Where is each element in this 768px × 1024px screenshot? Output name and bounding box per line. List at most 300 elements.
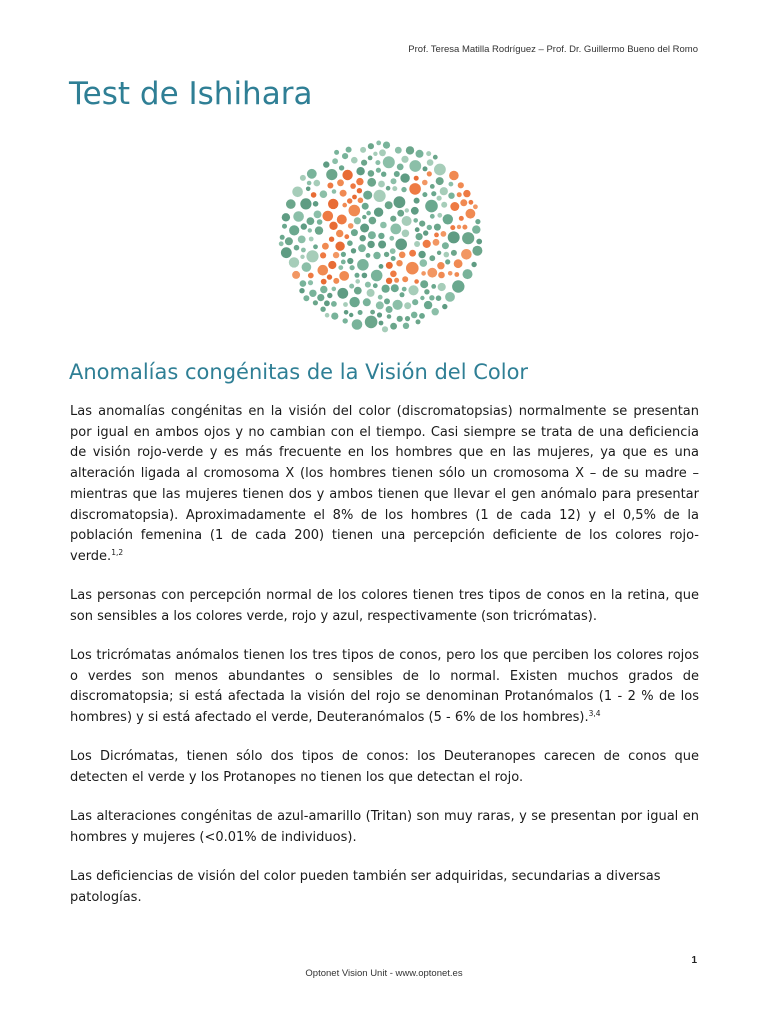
plate-background-dot bbox=[402, 287, 407, 292]
footnote-ref: 3,4 bbox=[588, 709, 601, 719]
plate-background-dot bbox=[381, 172, 386, 177]
plate-background-dot bbox=[419, 313, 425, 319]
plate-background-dot bbox=[356, 167, 364, 175]
plate-background-dot bbox=[326, 169, 337, 180]
plate-background-dot bbox=[472, 225, 480, 233]
plate-background-dot bbox=[448, 193, 454, 199]
plate-background-dot bbox=[445, 259, 450, 264]
plate-background-dot bbox=[289, 257, 299, 267]
plate-background-dot bbox=[315, 226, 323, 234]
plate-background-dot bbox=[403, 323, 409, 329]
plate-figure-dot bbox=[318, 265, 329, 276]
plate-background-dot bbox=[349, 297, 359, 307]
plate-figure-dot bbox=[356, 178, 363, 185]
page-title: Test de Ishihara bbox=[69, 76, 313, 112]
plate-background-dot bbox=[379, 149, 386, 156]
plate-background-dot bbox=[420, 280, 428, 288]
plate-figure-dot bbox=[459, 216, 464, 221]
plate-background-dot bbox=[431, 191, 436, 196]
plate-figure-dot bbox=[333, 278, 339, 284]
plate-background-dot bbox=[314, 211, 322, 219]
plate-figure-dot bbox=[386, 278, 392, 284]
plate-background-dot bbox=[293, 211, 304, 222]
plate-figure-dot bbox=[322, 243, 329, 250]
plate-figure-dot bbox=[433, 239, 440, 246]
plate-background-dot bbox=[390, 248, 396, 254]
plate-figure-dot bbox=[458, 182, 464, 188]
body-text bbox=[70, 402, 699, 927]
plate-figure-dot bbox=[347, 198, 352, 203]
plate-background-dot bbox=[286, 199, 296, 209]
plate-background-dot bbox=[292, 187, 303, 198]
plate-figure-dot bbox=[336, 230, 343, 237]
plate-figure-dot bbox=[321, 279, 327, 285]
plate-figure-dot bbox=[327, 183, 333, 189]
plate-background-dot bbox=[323, 161, 329, 167]
plate-background-dot bbox=[332, 287, 337, 292]
plate-background-dot bbox=[368, 143, 374, 149]
plate-background-dot bbox=[351, 229, 358, 236]
plate-background-dot bbox=[406, 146, 414, 154]
plate-figure-dot bbox=[352, 195, 357, 200]
plate-background-dot bbox=[416, 150, 424, 158]
ishihara-plate-image bbox=[274, 136, 488, 336]
plate-background-dot bbox=[317, 219, 323, 225]
plate-background-dot bbox=[327, 293, 332, 298]
plate-background-dot bbox=[444, 252, 450, 258]
plate-background-dot bbox=[370, 310, 375, 315]
plate-background-dot bbox=[306, 250, 318, 262]
plate-background-dot bbox=[349, 284, 354, 289]
plate-figure-dot bbox=[340, 190, 347, 197]
plate-figure-dot bbox=[423, 240, 431, 248]
plate-background-dot bbox=[436, 295, 442, 301]
plate-background-dot bbox=[420, 259, 428, 267]
plate-background-dot bbox=[368, 170, 375, 177]
plate-background-dot bbox=[349, 313, 353, 317]
plate-background-dot bbox=[377, 312, 382, 317]
plate-background-dot bbox=[397, 210, 404, 217]
plate-background-dot bbox=[383, 156, 395, 168]
plate-background-dot bbox=[414, 241, 420, 247]
plate-background-dot bbox=[448, 231, 460, 243]
plate-background-dot bbox=[309, 290, 316, 297]
plate-background-dot bbox=[436, 177, 444, 185]
plate-background-dot bbox=[440, 187, 448, 195]
plate-background-dot bbox=[416, 319, 421, 324]
plate-background-dot bbox=[303, 295, 309, 301]
plate-background-dot bbox=[385, 201, 393, 209]
plate-background-dot bbox=[445, 292, 455, 302]
plate-figure-dot bbox=[460, 199, 467, 206]
plate-background-dot bbox=[313, 201, 319, 207]
plate-background-dot bbox=[347, 258, 353, 264]
plate-figure-dot bbox=[406, 262, 419, 275]
plate-background-dot bbox=[471, 262, 476, 267]
plate-background-dot bbox=[374, 208, 383, 217]
plate-background-dot bbox=[360, 147, 366, 153]
plate-figure-dot bbox=[457, 225, 461, 229]
plate-figure-dot bbox=[342, 203, 347, 208]
plate-background-dot bbox=[425, 200, 438, 213]
plate-background-dot bbox=[282, 224, 287, 229]
plate-background-dot bbox=[351, 157, 358, 164]
plate-background-dot bbox=[378, 241, 386, 249]
plate-background-dot bbox=[362, 273, 368, 279]
plate-figure-dot bbox=[422, 180, 428, 186]
plate-background-dot bbox=[367, 289, 375, 297]
plate-background-dot bbox=[386, 306, 393, 313]
plate-background-dot bbox=[427, 159, 434, 166]
plate-background-dot bbox=[320, 286, 327, 293]
plate-background-dot bbox=[437, 196, 442, 201]
plate-background-dot bbox=[393, 300, 403, 310]
plate-background-dot bbox=[309, 237, 314, 242]
plate-figure-dot bbox=[386, 262, 393, 269]
plate-background-dot bbox=[363, 298, 371, 306]
plate-figure-dot bbox=[434, 233, 439, 238]
plate-background-dot bbox=[300, 255, 304, 259]
plate-background-dot bbox=[332, 158, 338, 164]
plate-figure-dot bbox=[333, 252, 339, 258]
footnote-ref: 1,2 bbox=[111, 547, 124, 557]
plate-figure-dot bbox=[344, 234, 349, 239]
plate-background-dot bbox=[307, 217, 315, 225]
plate-background-dot bbox=[409, 160, 421, 172]
plate-figure-dot bbox=[348, 223, 354, 229]
plate-background-dot bbox=[451, 250, 457, 256]
plate-figure-dot bbox=[396, 260, 402, 266]
plate-background-dot bbox=[350, 265, 355, 270]
plate-figure-dot bbox=[390, 271, 397, 278]
plate-figure-dot bbox=[437, 262, 444, 269]
plate-figure-dot bbox=[350, 183, 356, 189]
plate-background-dot bbox=[413, 218, 418, 223]
plate-background-dot bbox=[463, 269, 473, 279]
plate-background-dot bbox=[401, 156, 408, 163]
paragraph: Las personas con percepción normal de los colores tienen tres tipos de conos en la retina, que son sensibles a los colores verde, rojo y azul, respectivamente (son tricrómatas). bbox=[70, 588, 699, 624]
plate-figure-dot bbox=[358, 198, 364, 204]
plate-background-dot bbox=[325, 313, 330, 318]
plate-background-dot bbox=[307, 181, 312, 186]
plate-background-dot bbox=[405, 316, 410, 321]
plate-figure-dot bbox=[328, 199, 338, 209]
plate-background-dot bbox=[366, 211, 371, 216]
plate-background-dot bbox=[397, 164, 404, 171]
plate-background-dot bbox=[420, 296, 424, 300]
plate-figure-dot bbox=[421, 271, 426, 276]
plate-background-dot bbox=[357, 259, 369, 271]
plate-figure-dot bbox=[450, 202, 459, 211]
plate-background-dot bbox=[302, 262, 312, 272]
plate-background-dot bbox=[354, 287, 362, 295]
plate-background-dot bbox=[365, 282, 371, 288]
plate-background-dot bbox=[338, 265, 343, 270]
plate-background-dot bbox=[427, 225, 432, 230]
plate-figure-dot bbox=[449, 171, 459, 181]
plate-figure-dot bbox=[337, 215, 347, 225]
plate-background-dot bbox=[386, 186, 391, 191]
plate-figure-dot bbox=[438, 272, 445, 279]
plate-background-dot bbox=[472, 246, 482, 256]
plate-background-dot bbox=[424, 301, 432, 309]
plate-figure-dot bbox=[427, 171, 432, 176]
plate-background-dot bbox=[390, 216, 396, 222]
plate-background-dot bbox=[411, 207, 419, 215]
plate-background-dot bbox=[379, 321, 384, 326]
plate-background-dot bbox=[400, 173, 409, 182]
plate-background-dot bbox=[429, 255, 435, 261]
plate-background-dot bbox=[369, 217, 377, 225]
plate-figure-dot bbox=[399, 252, 406, 259]
plate-background-dot bbox=[344, 310, 349, 315]
plate-background-dot bbox=[389, 236, 394, 241]
paragraph: Las anomalías congénitas en la visión del color (discromatopsias) normalmente se presentan por igual en ambos ojos y no cambian con el tiempo. Casi siempre se trata de una deficiencia de visión rojo-verde y es más frecuente en los hombres que en las mujeres, ya que es una alteración ligada al cromosoma X (los hombres tienen sólo un cromosoma X – de su madre – mientras que las mujeres tienen dos y ambos tienen que llevar el gen anómalo para presentar discromatopsia). Aproximadamente el 8% de los hombres (1 de cada 12) y el 0,5% de la población femenina (1 de cada 200) tienen una percepción deficiente de los colores rojo-verde.$^{1,2}$ bbox=[70, 404, 699, 564]
plate-background-dot bbox=[476, 239, 482, 245]
paragraph: Los Dicrómatas, tienen sólo dos tipos de conos: los Deuteranopes carecen de conos que detecten el verde y los Protanopes no tienen los que detectan el rojo. bbox=[70, 749, 699, 786]
plate-background-dot bbox=[404, 302, 411, 309]
plate-background-dot bbox=[362, 215, 366, 219]
plate-figure-dot bbox=[335, 242, 344, 251]
plate-background-dot bbox=[300, 280, 307, 287]
plate-background-dot bbox=[390, 224, 401, 235]
plate-background-dot bbox=[378, 295, 383, 300]
plate-figure-dot bbox=[342, 170, 352, 180]
plate-background-dot bbox=[300, 175, 306, 181]
plate-figure-dot bbox=[409, 183, 421, 195]
plate-background-dot bbox=[401, 187, 406, 192]
page-number: 1 bbox=[691, 955, 697, 966]
plate-background-dot bbox=[422, 192, 427, 197]
plate-background-dot bbox=[285, 237, 293, 245]
plate-background-dot bbox=[282, 213, 290, 221]
plate-background-dot bbox=[289, 225, 299, 235]
plate-background-dot bbox=[374, 190, 386, 202]
plate-background-dot bbox=[339, 165, 344, 170]
plate-background-dot bbox=[343, 318, 348, 323]
plate-background-dot bbox=[294, 245, 300, 251]
header-authors: Prof. Teresa Matilla Rodríguez – Prof. Dr. Guillermo Bueno del Romo bbox=[408, 44, 698, 55]
plate-background-dot bbox=[281, 247, 292, 258]
plate-background-dot bbox=[378, 181, 385, 188]
plate-figure-dot bbox=[357, 188, 362, 193]
plate-background-dot bbox=[308, 228, 312, 232]
plate-figure-dot bbox=[414, 176, 419, 181]
plate-background-dot bbox=[383, 142, 390, 149]
plate-background-dot bbox=[411, 312, 418, 319]
plate-figure-dot bbox=[473, 204, 478, 209]
plate-figure-dot bbox=[450, 225, 455, 230]
plate-background-dot bbox=[341, 260, 346, 265]
plate-background-dot bbox=[306, 187, 311, 192]
plate-background-dot bbox=[365, 316, 378, 329]
plate-background-dot bbox=[379, 264, 384, 269]
plate-figure-dot bbox=[292, 271, 300, 279]
plate-background-dot bbox=[431, 284, 436, 289]
plate-figure-dot bbox=[327, 274, 332, 279]
plate-background-dot bbox=[391, 256, 396, 261]
plate-background-dot bbox=[416, 233, 423, 240]
plate-figure-dot bbox=[462, 225, 467, 230]
plate-figure-dot bbox=[402, 276, 408, 282]
plate-background-dot bbox=[449, 182, 454, 187]
plate-figure-dot bbox=[457, 192, 462, 197]
plate-background-dot bbox=[402, 230, 410, 238]
plate-figure-dot bbox=[441, 231, 447, 237]
plate-background-dot bbox=[405, 208, 409, 212]
plate-background-dot bbox=[368, 231, 376, 239]
plate-background-dot bbox=[452, 280, 464, 292]
plate-background-dot bbox=[437, 213, 442, 218]
plate-background-dot bbox=[373, 152, 377, 156]
plate-background-dot bbox=[368, 156, 373, 161]
plate-background-dot bbox=[415, 227, 420, 232]
plate-background-dot bbox=[430, 184, 435, 189]
plate-figure-dot bbox=[463, 190, 470, 197]
plate-background-dot bbox=[394, 171, 400, 177]
plate-background-dot bbox=[382, 326, 388, 332]
paragraph: Las alteraciones congénitas de azul-amarillo (Tritan) son muy raras, y se presentan por igual en hombres y mujeres (<0.01% de individuos). bbox=[70, 809, 699, 845]
plate-background-dot bbox=[346, 147, 352, 153]
plate-background-dot bbox=[351, 248, 356, 253]
plate-figure-dot bbox=[349, 205, 361, 217]
plate-background-dot bbox=[358, 244, 366, 252]
plate-background-dot bbox=[382, 285, 390, 293]
ishihara-plate bbox=[274, 136, 488, 336]
plate-figure-dot bbox=[308, 273, 314, 279]
plate-background-dot bbox=[419, 221, 425, 227]
plate-figure-dot bbox=[311, 192, 317, 198]
plate-background-dot bbox=[331, 313, 338, 320]
plate-background-dot bbox=[423, 230, 428, 235]
plate-background-dot bbox=[361, 160, 367, 166]
plate-background-dot bbox=[334, 150, 339, 155]
plate-background-dot bbox=[352, 319, 363, 330]
plate-background-dot bbox=[298, 236, 306, 244]
plate-figure-dot bbox=[328, 261, 336, 269]
plate-background-dot bbox=[380, 222, 387, 229]
plate-figure-dot bbox=[461, 249, 472, 260]
plate-figure-dot bbox=[329, 222, 337, 230]
plate-background-dot bbox=[378, 233, 384, 239]
paragraph: Las deficiencias de visión del color pueden también ser adquiridas, secundarias a diversas patologías. bbox=[70, 869, 661, 905]
plate-background-dot bbox=[362, 203, 369, 210]
plate-figure-dot bbox=[454, 259, 463, 268]
plate-background-dot bbox=[391, 178, 397, 184]
plate-background-dot bbox=[412, 299, 418, 305]
plate-background-dot bbox=[355, 279, 360, 284]
plate-background-dot bbox=[390, 323, 397, 330]
plate-background-dot bbox=[367, 178, 376, 187]
plate-background-dot bbox=[314, 180, 321, 187]
plate-background-dot bbox=[355, 273, 360, 278]
plate-background-dot bbox=[384, 252, 389, 257]
plate-background-dot bbox=[426, 151, 431, 156]
plate-background-dot bbox=[400, 292, 405, 297]
plate-background-dot bbox=[342, 153, 348, 159]
plate-background-dot bbox=[384, 298, 390, 304]
plate-figure-dot bbox=[339, 271, 349, 281]
plate-figure-dot bbox=[394, 278, 399, 283]
plate-background-dot bbox=[371, 270, 383, 282]
plate-background-dot bbox=[317, 294, 324, 301]
plate-background-dot bbox=[376, 301, 384, 309]
plate-background-dot bbox=[354, 217, 361, 224]
plate-figure-dot bbox=[454, 272, 459, 277]
plate-background-dot bbox=[443, 214, 453, 224]
plate-background-dot bbox=[373, 283, 378, 288]
plate-background-dot bbox=[438, 283, 446, 291]
section-heading: Anomalías congénitas de la Visión del Color bbox=[69, 360, 529, 384]
plate-background-dot bbox=[414, 198, 420, 204]
plate-background-dot bbox=[343, 302, 348, 307]
plate-background-dot bbox=[347, 240, 353, 246]
plate-background-dot bbox=[434, 224, 441, 231]
plate-background-dot bbox=[301, 248, 306, 253]
plate-figure-dot bbox=[409, 250, 416, 257]
plate-background-dot bbox=[320, 307, 325, 312]
plate-background-dot bbox=[442, 304, 447, 309]
plate-background-dot bbox=[429, 295, 434, 300]
plate-background-dot bbox=[395, 147, 402, 154]
plate-background-dot bbox=[341, 252, 346, 257]
plate-background-dot bbox=[367, 241, 374, 248]
plate-background-dot bbox=[324, 300, 330, 306]
plate-background-dot bbox=[423, 166, 428, 171]
plate-background-dot bbox=[430, 214, 435, 219]
plate-background-dot bbox=[308, 280, 313, 285]
plate-figure-dot bbox=[329, 237, 334, 242]
plate-background-dot bbox=[408, 285, 418, 295]
plate-background-dot bbox=[418, 251, 425, 258]
plate-background-dot bbox=[432, 308, 439, 315]
paragraph: Los tricrómatas anómalos tienen los tres tipos de conos, pero los que perciben los colores rojos o verdes son menos abundantes o sensibles de lo normal. Existen muchos grados de discromatopsia; si está afectada la visión del rojo se denominan Protanómalos (1 - 2 % de los hombres) y si está afectado el verde, Deuteranómalos (5 - 6% de los hombres).$^{3,4}$ bbox=[70, 648, 699, 726]
plate-background-dot bbox=[300, 198, 311, 209]
plate-background-dot bbox=[363, 191, 372, 200]
plate-background-dot bbox=[424, 289, 429, 294]
plate-background-dot bbox=[402, 216, 412, 226]
plate-background-dot bbox=[433, 155, 438, 160]
plate-background-dot bbox=[391, 284, 399, 292]
plate-background-dot bbox=[376, 168, 381, 173]
plate-background-dot bbox=[301, 223, 307, 229]
plate-background-dot bbox=[441, 202, 447, 208]
plate-background-dot bbox=[358, 310, 363, 315]
plate-background-dot bbox=[360, 235, 366, 241]
plate-background-dot bbox=[395, 239, 407, 251]
plate-figure-dot bbox=[337, 179, 344, 186]
plate-background-dot bbox=[394, 196, 406, 208]
plate-background-dot bbox=[366, 253, 371, 258]
plate-figure-dot bbox=[448, 271, 453, 276]
plate-background-dot bbox=[376, 141, 381, 146]
plate-background-dot bbox=[375, 160, 380, 165]
plate-background-dot bbox=[392, 186, 397, 191]
plate-background-dot bbox=[434, 164, 446, 176]
plate-figure-dot bbox=[323, 211, 334, 222]
plate-background-dot bbox=[397, 316, 403, 322]
plate-background-dot bbox=[313, 244, 318, 249]
plate-background-dot bbox=[442, 242, 449, 249]
plate-background-dot bbox=[387, 314, 392, 319]
plate-figure-dot bbox=[427, 268, 437, 278]
plate-figure-dot bbox=[320, 252, 326, 258]
plate-background-dot bbox=[360, 224, 369, 233]
plate-background-dot bbox=[462, 232, 474, 244]
plate-figure-dot bbox=[414, 279, 419, 284]
plate-background-dot bbox=[313, 300, 318, 305]
plate-background-dot bbox=[475, 219, 480, 224]
